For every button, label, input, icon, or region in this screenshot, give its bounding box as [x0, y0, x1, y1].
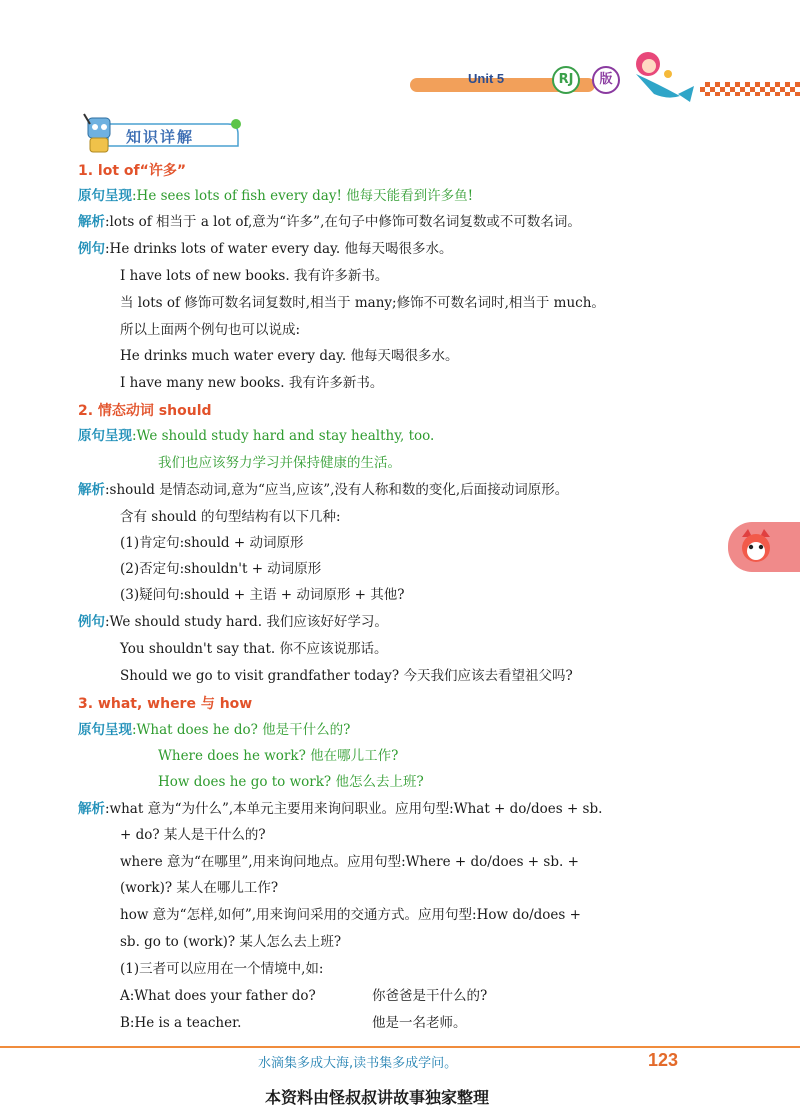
sec2-title: 2. 情态动词 should	[78, 403, 212, 419]
sec3-jiexi-line	[78, 799, 602, 819]
jiexi-label: 解析	[78, 482, 105, 498]
side-tab	[728, 522, 800, 572]
ban-badge: 版	[592, 66, 620, 94]
sec3-jiexi-text: :what 意为“为什么”,本单元主要用来询问职业。应用句型:What + do/does + sb.	[105, 801, 603, 817]
sec1-jiexi-text: :lots of 相当于 a lot of,意为“许多”,在句子中修饰可数名词复数或不可数名词。	[105, 214, 581, 230]
orig-label: 原句呈现	[78, 188, 132, 204]
sec1-l3: 所以上面两个例句也可以说成:	[120, 322, 301, 338]
liju-label: 例句	[78, 614, 105, 630]
robot-mascot-icon	[80, 112, 118, 156]
sec3-j1: + do? 某人是干什么的?	[120, 827, 266, 843]
unit-label: Unit 5	[468, 71, 505, 86]
orig-label: 原句呈现	[78, 428, 132, 444]
orig-label: 原句呈现	[78, 722, 132, 738]
sec2-jiexi-text: :should 是情态动词,意为“应当,应该”,没有人称和数的变化,后面接动词原形。	[105, 482, 569, 498]
mermaid-illustration-icon	[618, 44, 708, 108]
sec3-j6: (1)三者可以应用在一个情境中,如:	[120, 961, 324, 977]
sec3-j2: where 意为“在哪里”,用来询问地点。应用句型:Where + do/does + sb. +	[120, 854, 579, 870]
sec2-j2: (1)肯定句:should + 动词原形	[120, 535, 304, 551]
sec1-orig-cn: 他每天能看到许多鱼!	[346, 188, 474, 204]
sec2-jiexi-line	[78, 480, 568, 500]
bottom-note: 本资料由怪叔叔讲故事独家整理	[265, 1088, 490, 1107]
sec3-orig1: :What does he do? 他是干什么的?	[132, 722, 351, 738]
sec3-j5: sb. go to (work)? 某人怎么去上班?	[120, 934, 342, 950]
sec1-l2: 当 lots of 修饰可数名词复数时,相当于 many;修饰不可数名词时,相当于 much。	[120, 295, 605, 311]
footer-motto: 水滴集多成大海,读书集多成学问。	[258, 1056, 458, 1071]
sec3-b-en: B:He is a teacher.	[120, 1015, 242, 1031]
sec3-b-cn: 他是一名老师。	[372, 1015, 467, 1031]
sec1-jiexi-line	[78, 212, 581, 232]
sec2-orig-cn: 我们也应该努力学习并保持健康的生活。	[158, 455, 401, 471]
sec3-j3: (work)? 某人在哪儿工作?	[120, 880, 279, 896]
footer-divider	[0, 1046, 800, 1048]
sec2-liju-text: :We should study hard. 我们应该好好学习。	[105, 614, 388, 630]
jiexi-label: 解析	[78, 214, 105, 230]
rj-badge: RJ	[552, 66, 580, 94]
sec3-j4: how 意为“怎样,如何”,用来询问采用的交通方式。应用句型:How do/does +	[120, 907, 581, 923]
checker-decoration	[700, 82, 800, 96]
sec1-liju-text: :He drinks lots of water every day. 他每天喝很多水。	[105, 241, 453, 257]
sec2-j4: (3)疑问句:should + 主语 + 动词原形 + 其他?	[120, 587, 405, 603]
sec1-title: 1. lot of“许多”	[78, 163, 187, 179]
sec1-l4: He drinks much water every day. 他每天喝很多水。	[120, 348, 459, 364]
sec3-title: 3. what, where 与 how	[78, 696, 253, 712]
sec1-l5: I have many new books. 我有许多新书。	[120, 375, 384, 391]
sec2-l2: Should we go to visit grandfather today? 今天我们应该去看望祖父吗?	[120, 668, 573, 684]
sec3-orig2: Where does he work? 他在哪儿工作?	[158, 748, 399, 764]
page-number: 123	[648, 1050, 679, 1070]
section-title: 知识详解	[126, 128, 195, 146]
sec1-orig-line	[78, 186, 473, 206]
sec3-a-cn: 你爸爸是干什么的?	[372, 988, 488, 1004]
sec2-orig-line	[78, 426, 434, 446]
sec1-orig-en: :He sees lots of fish every day!	[132, 188, 342, 204]
sec2-liju-line	[78, 612, 388, 632]
sec1-l1: I have lots of new books. 我有许多新书。	[120, 268, 389, 284]
sec2-l1: You shouldn't say that. 你不应该说那话。	[120, 641, 388, 657]
sec2-orig-en: :We should study hard and stay healthy, too.	[132, 428, 435, 444]
sec3-orig-line	[78, 720, 350, 740]
sec2-j3: (2)否定句:shouldn't + 动词原形	[120, 561, 322, 577]
jiexi-label: 解析	[78, 801, 105, 817]
cat-mascot-icon	[736, 527, 776, 567]
sec3-a-en: A:What does your father do?	[120, 988, 316, 1004]
sec2-j1: 含有 should 的句型结构有以下几种:	[120, 509, 341, 525]
sec1-liju-line	[78, 239, 452, 259]
liju-label: 例句	[78, 241, 105, 257]
sec3-orig3: How does he go to work? 他怎么去上班?	[158, 774, 424, 790]
